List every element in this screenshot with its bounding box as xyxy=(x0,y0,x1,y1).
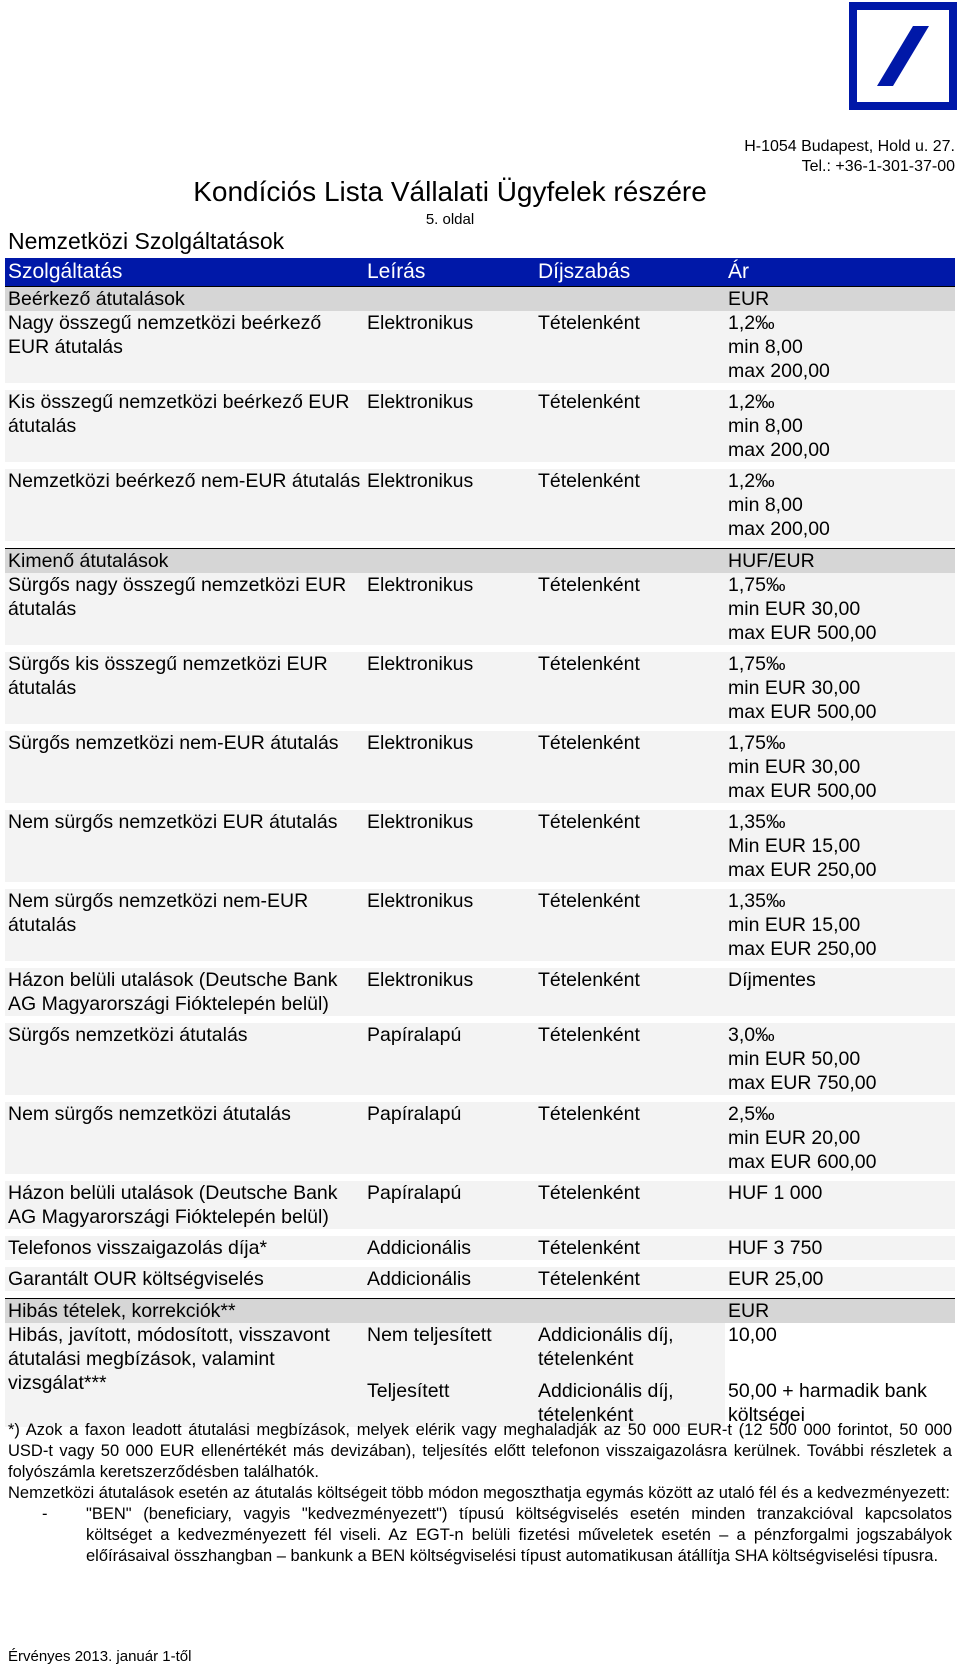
spacer-cell xyxy=(5,1174,955,1181)
bank-address xyxy=(744,137,955,177)
row-spacer xyxy=(5,1260,955,1267)
valid-from: Érvényes 2013. január 1-től xyxy=(8,1648,192,1665)
page-number: 5. oldal xyxy=(425,211,475,228)
price-line: HUF 1 000 xyxy=(728,1182,823,1204)
row-spacer xyxy=(5,724,955,731)
group-label: Kimenő átutalások xyxy=(5,549,725,574)
row-spacer xyxy=(5,462,955,469)
price-line: 1,75‰ xyxy=(728,574,786,596)
column-header-price: Ár xyxy=(725,258,955,287)
price-line: 1,2‰ xyxy=(728,312,775,334)
price-line: min EUR 20,00 xyxy=(728,1127,861,1149)
price-cell xyxy=(725,1102,955,1174)
description-cell: Addicionális xyxy=(364,1267,535,1291)
price-line: min 8,00 xyxy=(728,415,803,437)
pricing-cell: Tételenként xyxy=(535,311,725,383)
price-line: min EUR 50,00 xyxy=(728,1048,861,1070)
row-spacer xyxy=(5,1016,955,1023)
pricing-cell: Tételenként xyxy=(535,1181,725,1229)
footnote-cost-sharing: Nemzetközi átutalások esetén az átutalás költségeit több módon megoszthatja egymás között az utaló fél és a kedvezményezett: xyxy=(8,1484,950,1502)
price-line: max EUR 500,00 xyxy=(728,622,877,644)
group-label: Hibás tételek, korrekciók** xyxy=(5,1299,725,1324)
service-cell: Sürgős nemzetközi nem-EUR átutalás xyxy=(5,731,364,803)
price-line: max EUR 500,00 xyxy=(728,701,877,723)
pricing-cell: Tételenként xyxy=(535,1102,725,1174)
service-cell: Nem sürgős nemzetközi átutalás xyxy=(5,1102,364,1174)
group-row-errors xyxy=(5,1299,955,1324)
price-line: 1,35‰ xyxy=(728,890,786,912)
service-cell: Nem sürgős nemzetközi nem-EUR átutalás xyxy=(5,889,364,961)
row-spacer xyxy=(5,645,955,652)
description-cell: Elektronikus xyxy=(364,889,535,961)
price-line: max EUR 250,00 xyxy=(728,938,877,960)
footnote-fax: *) Azok a faxon leadott átutalási megbízások, melyek elérik vagy meghaladják az 50 000 EUR-t (12 500 000 forintot, 50 000 USD-t vagy 50 000 EUR ellenértékét más devizában), teljesítés előtt telefonon visszaigazolásra kerülnek. További részletek a folyószámla keretszerződésben találhatók. xyxy=(8,1421,952,1481)
fee-table xyxy=(5,258,955,1427)
row-spacer xyxy=(5,961,955,968)
price-line: min EUR 30,00 xyxy=(728,598,861,620)
service-cell: Nem sürgős nemzetközi EUR átutalás xyxy=(5,810,364,882)
pricing-cell: Tételenként xyxy=(535,810,725,882)
service-cell: Házon belüli utalások (Deutsche Bank AG Magyarországi Fióktelepén belül) xyxy=(5,968,364,1016)
description-cell: Nem teljesített xyxy=(364,1323,535,1371)
price-line: EUR 25,00 xyxy=(728,1268,824,1290)
group-row-outgoing xyxy=(5,549,955,574)
description-cell: Papíralapú xyxy=(364,1102,535,1174)
description-cell: Teljesített xyxy=(364,1371,535,1427)
table-row xyxy=(5,469,955,541)
group-label: Beérkező átutalások xyxy=(5,287,725,312)
price-line: 3,0‰ xyxy=(728,1024,775,1046)
bullet-dash: - xyxy=(42,1505,48,1523)
bullet-text: "BEN" (beneficiary, vagyis "kedvezményezett") típusú költségviselés esetén minden tranzakcióval kapcsolatos költséget a kedvezményezett fél viseli. Az EGT-n belüli fizetési műveletek esetén – a pénzforgalmi jogszabályok előírásaival összhangban – bankunk a BEN költségviselési típust automatikusan átállítja SHA költségviselési típusra. xyxy=(86,1505,952,1565)
service-cell: Telefonos visszaigazolás díja* xyxy=(5,1236,364,1260)
description-cell: Elektronikus xyxy=(364,968,535,1016)
description-cell: Elektronikus xyxy=(364,311,535,383)
row-spacer xyxy=(5,1174,955,1181)
price-line: max EUR 250,00 xyxy=(728,859,877,881)
pricing-cell: Tételenként xyxy=(535,1267,725,1291)
price-cell xyxy=(725,1023,955,1095)
price-line: 1,2‰ xyxy=(728,391,775,413)
table-row xyxy=(5,1181,955,1229)
price-cell: 10,00 xyxy=(725,1323,955,1371)
table-row xyxy=(5,390,955,462)
spacer-cell xyxy=(5,1260,955,1267)
group-currency: EUR xyxy=(725,287,955,312)
table-row xyxy=(5,573,955,645)
price-line: 1,35‰ xyxy=(728,811,786,833)
price-cell xyxy=(725,573,955,645)
description-cell: Elektronikus xyxy=(364,810,535,882)
table-row xyxy=(5,1236,955,1260)
price-line: 2,5‰ xyxy=(728,1103,775,1125)
service-cell: Garantált OUR költségviselés xyxy=(5,1267,364,1291)
table-header-row xyxy=(5,258,955,287)
row-spacer xyxy=(5,882,955,889)
table-row xyxy=(5,1323,955,1371)
spacer-cell xyxy=(5,462,955,469)
price-line: HUF 3 750 xyxy=(728,1237,823,1259)
pricing-cell: Addicionális díj, tételenként xyxy=(535,1371,725,1427)
service-cell: Sürgős nemzetközi átutalás xyxy=(5,1023,364,1095)
price-line: max 200,00 xyxy=(728,518,830,540)
price-cell xyxy=(725,469,955,541)
outgoing-rows xyxy=(5,573,955,1299)
pricing-cell: Tételenként xyxy=(535,390,725,462)
spacer-cell xyxy=(5,383,955,390)
price-line: Min EUR 15,00 xyxy=(728,835,861,857)
description-cell: Papíralapú xyxy=(364,1023,535,1095)
spacer-cell xyxy=(5,961,955,968)
pricing-cell: Tételenként xyxy=(535,1023,725,1095)
table-row xyxy=(5,731,955,803)
spacer-cell xyxy=(5,645,955,652)
list-item xyxy=(8,1504,952,1567)
spacer-cell xyxy=(5,1016,955,1023)
phone-line: Tel.: +36-1-301-37-00 xyxy=(801,158,955,175)
price-cell xyxy=(725,390,955,462)
description-cell: Papíralapú xyxy=(364,1181,535,1229)
table-row xyxy=(5,311,955,383)
column-header-service: Szolgáltatás xyxy=(5,258,364,287)
price-line: max EUR 750,00 xyxy=(728,1072,877,1094)
footnotes xyxy=(8,1420,952,1567)
price-cell xyxy=(725,731,955,803)
price-cell xyxy=(725,810,955,882)
service-cell: Nemzetközi beérkező nem-EUR átutalás xyxy=(5,469,364,541)
price-line: min EUR 30,00 xyxy=(728,756,861,778)
service-cell: Hibás, javított, módosított, visszavont átutalási megbízások, valamint vizsgálat*** xyxy=(5,1323,364,1427)
group-currency: HUF/EUR xyxy=(725,549,955,574)
spacer-cell xyxy=(5,882,955,889)
row-spacer xyxy=(5,1095,955,1102)
description-cell: Addicionális xyxy=(364,1236,535,1260)
price-line: 1,75‰ xyxy=(728,653,786,675)
table-row xyxy=(5,810,955,882)
spacer-cell xyxy=(5,1095,955,1102)
pricing-cell: Tételenként xyxy=(535,573,725,645)
price-line: max 200,00 xyxy=(728,439,830,461)
service-cell: Kis összegű nemzetközi beérkező EUR átutalás xyxy=(5,390,364,462)
page-title: Kondíciós Lista Vállalati Ügyfelek részére xyxy=(193,176,707,207)
spacer-cell xyxy=(5,724,955,731)
price-cell xyxy=(725,889,955,961)
price-cell xyxy=(725,968,955,1016)
price-cell xyxy=(725,1236,955,1260)
row-spacer xyxy=(5,803,955,810)
price-cell xyxy=(725,1181,955,1229)
pricing-cell: Tételenként xyxy=(535,731,725,803)
price-line: min EUR 30,00 xyxy=(728,677,861,699)
price-line: max EUR 600,00 xyxy=(728,1151,877,1173)
service-cell: Sürgős kis összegű nemzetközi EUR átutalás xyxy=(5,652,364,724)
price-cell xyxy=(725,1267,955,1291)
section-title: Nemzetközi Szolgáltatások xyxy=(8,228,285,254)
table-row xyxy=(5,889,955,961)
pricing-cell: Addicionális díj, tételenként xyxy=(535,1323,725,1371)
incoming-rows xyxy=(5,311,955,549)
table-row xyxy=(5,1023,955,1095)
spacer-cell xyxy=(5,803,955,810)
description-cell: Elektronikus xyxy=(364,390,535,462)
column-header-description: Leírás xyxy=(364,258,535,287)
table-row xyxy=(5,1102,955,1174)
row-spacer xyxy=(5,1229,955,1236)
pricing-cell: Tételenként xyxy=(535,968,725,1016)
group-currency: EUR xyxy=(725,1299,955,1324)
group-row-incoming xyxy=(5,287,955,312)
price-line: min 8,00 xyxy=(728,336,803,358)
description-cell: Elektronikus xyxy=(364,731,535,803)
table-row xyxy=(5,1267,955,1291)
spacer-cell xyxy=(5,541,955,549)
price-line: max 200,00 xyxy=(728,360,830,382)
description-cell: Elektronikus xyxy=(364,573,535,645)
price-line: Díjmentes xyxy=(728,969,816,991)
price-line: min EUR 15,00 xyxy=(728,914,861,936)
price-cell xyxy=(725,311,955,383)
pricing-cell: Tételenként xyxy=(535,889,725,961)
price-line: min 8,00 xyxy=(728,494,803,516)
price-line: 1,2‰ xyxy=(728,470,775,492)
service-cell: Sürgős nagy összegű nemzetközi EUR átutalás xyxy=(5,573,364,645)
address-line: H-1054 Budapest, Hold u. 27. xyxy=(744,138,955,155)
service-cell: Házon belüli utalások (Deutsche Bank AG Magyarországi Fióktelepén belül) xyxy=(5,1181,364,1229)
price-cell: 50,00 + harmadik bank költségei xyxy=(725,1371,955,1427)
row-spacer xyxy=(5,383,955,390)
column-header-pricing: Díjszabás xyxy=(535,258,725,287)
price-line: max EUR 500,00 xyxy=(728,780,877,802)
spacer-cell xyxy=(5,1229,955,1236)
price-cell xyxy=(725,652,955,724)
description-cell: Elektronikus xyxy=(364,652,535,724)
price-line: 1,75‰ xyxy=(728,732,786,754)
description-cell: Elektronikus xyxy=(364,469,535,541)
pricing-cell: Tételenként xyxy=(535,652,725,724)
pricing-cell: Tételenként xyxy=(535,1236,725,1260)
logo-mark-icon xyxy=(849,2,957,110)
service-cell: Nagy összegű nemzetközi beérkező EUR átutalás xyxy=(5,311,364,383)
table-row xyxy=(5,652,955,724)
row-spacer xyxy=(5,541,955,549)
table-row xyxy=(5,968,955,1016)
deutsche-bank-logo xyxy=(849,2,957,110)
spacer-cell xyxy=(5,1291,955,1299)
row-spacer xyxy=(5,1291,955,1299)
pricing-cell: Tételenként xyxy=(535,469,725,541)
